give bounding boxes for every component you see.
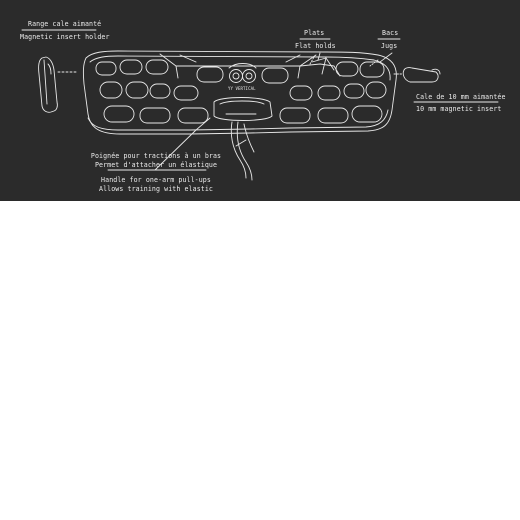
jugs-label-fr: Bacs <box>382 29 399 37</box>
flats-label-en: Flat holds <box>295 42 336 50</box>
handle-label-en-2: Allows training with elastic <box>99 185 213 193</box>
insert-holder-label-fr: Range cale aimanté <box>28 20 102 28</box>
flats-label-fr: Plats <box>304 29 325 37</box>
pull-up-handle <box>214 98 272 181</box>
brand-mark: YY VERTICAL <box>228 86 256 91</box>
magnetic-insert-part <box>403 68 440 82</box>
handle-label-fr-2: Permet d'attacher un élastique <box>94 161 218 169</box>
handle-label-fr-1: Poignée pour tractions à un bras <box>90 152 222 160</box>
insert-holder-label-en: Magnetic insert holder <box>20 33 110 41</box>
insert-label-fr: Cale de 10 mm aimantée <box>416 93 506 101</box>
jugs-label-en: Jugs <box>381 42 398 50</box>
insert-holder-part <box>39 57 58 112</box>
handle-label-en-1: Handle for one-arm pull-ups <box>101 176 211 184</box>
insert-label-en: 10 mm magnetic insert <box>416 105 502 113</box>
diagram-panel <box>0 0 520 201</box>
